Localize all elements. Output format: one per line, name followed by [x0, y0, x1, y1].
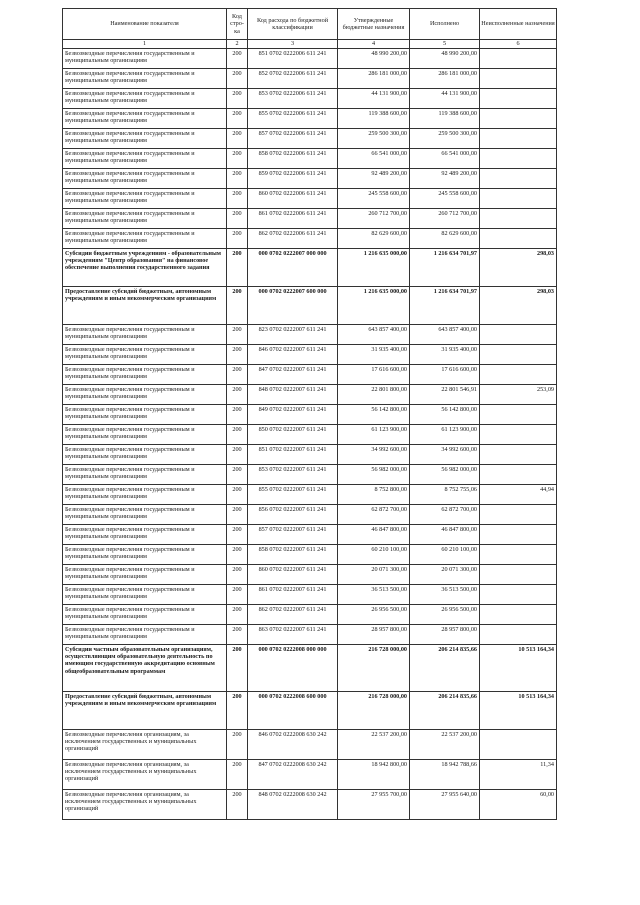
- cell-executed: 82 629 600,00: [410, 229, 480, 249]
- cell-executed: 61 123 900,00: [410, 425, 480, 445]
- cell-indicator-name: Безвозмездные перечисления государственным и муниципальным организациям: [63, 385, 227, 405]
- table-row: [63, 345, 557, 365]
- cell-line-code: 200: [227, 585, 248, 605]
- cell-expense-code: 851 0702 0222007 611 241: [248, 445, 338, 465]
- cell-line-code: 200: [227, 790, 248, 820]
- cell-line-code: 200: [227, 89, 248, 109]
- cell-line-code: 200: [227, 760, 248, 790]
- cell-approved: 216 728 000,00: [338, 692, 410, 730]
- cell-approved: 34 992 600,00: [338, 445, 410, 465]
- cell-line-code: 200: [227, 169, 248, 189]
- cell-executed: 62 872 700,00: [410, 505, 480, 525]
- header-line-code: Код стро-ка: [227, 9, 248, 40]
- cell-executed: 1 216 634 701,97: [410, 287, 480, 325]
- cell-indicator-name: Безвозмездные перечисления государственным и муниципальным организациям: [63, 405, 227, 425]
- cell-line-code: 200: [227, 229, 248, 249]
- cell-remaining: [480, 149, 557, 169]
- cell-expense-code: 861 0702 0222007 611 241: [248, 585, 338, 605]
- cell-indicator-name: Безвозмездные перечисления государственным и муниципальным организациям: [63, 129, 227, 149]
- cell-indicator-name: Безвозмездные перечисления государственным и муниципальным организациям: [63, 189, 227, 209]
- cell-line-code: 200: [227, 69, 248, 89]
- report-page: [62, 8, 556, 820]
- cell-expense-code: 847 0702 0222008 630 242: [248, 760, 338, 790]
- cell-indicator-name: Безвозмездные перечисления государственным и муниципальным организациям: [63, 345, 227, 365]
- cell-approved: 66 541 000,00: [338, 149, 410, 169]
- cell-approved: 56 982 000,00: [338, 465, 410, 485]
- cell-approved: 48 990 200,00: [338, 49, 410, 69]
- column-index: 1: [63, 40, 227, 49]
- table-row: [63, 325, 557, 345]
- cell-executed: 8 752 755,06: [410, 485, 480, 505]
- cell-expense-code: 846 0702 0222008 630 242: [248, 730, 338, 760]
- cell-executed: 36 513 500,00: [410, 585, 480, 605]
- cell-expense-code: 857 0702 0222007 611 241: [248, 525, 338, 545]
- cell-indicator-name: Безвозмездные перечисления государственным и муниципальным организациям: [63, 525, 227, 545]
- cell-approved: 46 847 800,00: [338, 525, 410, 545]
- cell-indicator-name: Безвозмездные перечисления государственным и муниципальным организациям: [63, 109, 227, 129]
- cell-approved: 26 956 500,00: [338, 605, 410, 625]
- table-row: [63, 209, 557, 229]
- cell-indicator-name: Безвозмездные перечисления государственным и муниципальным организациям: [63, 605, 227, 625]
- cell-line-code: 200: [227, 565, 248, 585]
- cell-expense-code: 851 0702 0222006 611 241: [248, 49, 338, 69]
- cell-executed: 643 857 400,00: [410, 325, 480, 345]
- column-index: 2: [227, 40, 248, 49]
- cell-approved: 1 216 635 000,00: [338, 249, 410, 287]
- cell-approved: 260 712 700,00: [338, 209, 410, 229]
- cell-line-code: 200: [227, 189, 248, 209]
- cell-executed: 245 558 600,00: [410, 189, 480, 209]
- cell-expense-code: 855 0702 0222007 611 241: [248, 485, 338, 505]
- cell-remaining: [480, 325, 557, 345]
- cell-approved: 8 752 800,00: [338, 485, 410, 505]
- cell-expense-code: 858 0702 0222007 611 241: [248, 545, 338, 565]
- cell-expense-code: 852 0702 0222006 611 241: [248, 69, 338, 89]
- cell-indicator-name: Субсидии частным образовательным организациям, осуществляющим образовательную деятельность по имеющим государственную аккредитацию основным общеобразовательным программам: [63, 645, 227, 692]
- table-row: [63, 445, 557, 465]
- cell-expense-code: 849 0702 0222007 611 241: [248, 405, 338, 425]
- cell-indicator-name: Безвозмездные перечисления государственным и муниципальным организациям: [63, 169, 227, 189]
- header-executed: Исполнено: [410, 9, 480, 40]
- cell-indicator-name: Безвозмездные перечисления государственным и муниципальным организациям: [63, 229, 227, 249]
- column-index: 4: [338, 40, 410, 49]
- cell-indicator-name: Безвозмездные перечисления государственным и муниципальным организациям: [63, 365, 227, 385]
- cell-expense-code: 855 0702 0222006 611 241: [248, 109, 338, 129]
- cell-expense-code: 857 0702 0222006 611 241: [248, 129, 338, 149]
- cell-remaining: [480, 585, 557, 605]
- cell-indicator-name: Безвозмездные перечисления организациям, за исключением государственных и муниципальных организаций: [63, 730, 227, 760]
- cell-approved: 22 537 200,00: [338, 730, 410, 760]
- cell-line-code: 200: [227, 445, 248, 465]
- table-row: [63, 169, 557, 189]
- cell-executed: 26 956 500,00: [410, 605, 480, 625]
- cell-remaining: [480, 89, 557, 109]
- cell-line-code: 200: [227, 505, 248, 525]
- cell-expense-code: 860 0702 0222007 611 241: [248, 565, 338, 585]
- cell-executed: 286 181 000,00: [410, 69, 480, 89]
- cell-approved: 119 388 600,00: [338, 109, 410, 129]
- cell-line-code: 200: [227, 149, 248, 169]
- cell-indicator-name: Безвозмездные перечисления государственным и муниципальным организациям: [63, 209, 227, 229]
- cell-expense-code: 853 0702 0222007 611 241: [248, 465, 338, 485]
- cell-indicator-name: Безвозмездные перечисления государственным и муниципальным организациям: [63, 89, 227, 109]
- cell-indicator-name: Безвозмездные перечисления государственным и муниципальным организациям: [63, 545, 227, 565]
- cell-expense-code: 862 0702 0222006 611 241: [248, 229, 338, 249]
- cell-expense-code: 858 0702 0222006 611 241: [248, 149, 338, 169]
- cell-expense-code: 847 0702 0222007 611 241: [248, 365, 338, 385]
- cell-remaining: [480, 49, 557, 69]
- cell-approved: 28 957 800,00: [338, 625, 410, 645]
- cell-expense-code: 853 0702 0222006 611 241: [248, 89, 338, 109]
- cell-approved: 92 489 200,00: [338, 169, 410, 189]
- cell-line-code: 200: [227, 49, 248, 69]
- cell-indicator-name: Предоставление субсидий бюджетным, автономным учреждениям и иным некоммерческим организациям: [63, 287, 227, 325]
- table-row: [63, 485, 557, 505]
- cell-expense-code: 861 0702 0222006 611 241: [248, 209, 338, 229]
- cell-indicator-name: Безвозмездные перечисления государственным и муниципальным организациям: [63, 565, 227, 585]
- cell-remaining: [480, 730, 557, 760]
- table-row: [63, 465, 557, 485]
- column-index-row: [63, 40, 557, 49]
- table-row: [63, 692, 557, 730]
- cell-approved: 31 935 400,00: [338, 345, 410, 365]
- cell-indicator-name: Безвозмездные перечисления государственным и муниципальным организациям: [63, 49, 227, 69]
- cell-indicator-name: Безвозмездные перечисления государственным и муниципальным организациям: [63, 325, 227, 345]
- cell-line-code: 200: [227, 545, 248, 565]
- cell-expense-code: 823 0702 0222007 611 241: [248, 325, 338, 345]
- cell-executed: 22 801 546,91: [410, 385, 480, 405]
- cell-remaining: 253,09: [480, 385, 557, 405]
- cell-line-code: 200: [227, 485, 248, 505]
- cell-remaining: [480, 405, 557, 425]
- cell-remaining: [480, 545, 557, 565]
- table-row: [63, 565, 557, 585]
- cell-line-code: 200: [227, 425, 248, 445]
- cell-executed: 260 712 700,00: [410, 209, 480, 229]
- header-indicator-name: Наименование показателя: [63, 9, 227, 40]
- cell-line-code: 200: [227, 625, 248, 645]
- cell-executed: 44 131 900,00: [410, 89, 480, 109]
- table-row: [63, 69, 557, 89]
- cell-executed: 48 990 200,00: [410, 49, 480, 69]
- cell-approved: 643 857 400,00: [338, 325, 410, 345]
- cell-line-code: 200: [227, 249, 248, 287]
- cell-line-code: 200: [227, 465, 248, 485]
- cell-remaining: 60,00: [480, 790, 557, 820]
- cell-remaining: [480, 465, 557, 485]
- table-row: [63, 790, 557, 820]
- cell-line-code: 200: [227, 365, 248, 385]
- cell-indicator-name: Безвозмездные перечисления государственным и муниципальным организациям: [63, 625, 227, 645]
- table-row: [63, 585, 557, 605]
- cell-remaining: [480, 625, 557, 645]
- cell-indicator-name: Безвозмездные перечисления государственным и муниципальным организациям: [63, 585, 227, 605]
- table-row: [63, 287, 557, 325]
- cell-remaining: 11,34: [480, 760, 557, 790]
- table-row: [63, 525, 557, 545]
- table-row: [63, 229, 557, 249]
- table-row: [63, 129, 557, 149]
- cell-indicator-name: Безвозмездные перечисления организациям, за исключением государственных и муниципальных организаций: [63, 790, 227, 820]
- cell-indicator-name: Безвозмездные перечисления государственным и муниципальным организациям: [63, 485, 227, 505]
- table-row: [63, 149, 557, 169]
- cell-remaining: [480, 605, 557, 625]
- cell-line-code: 200: [227, 730, 248, 760]
- column-index: 5: [410, 40, 480, 49]
- cell-indicator-name: Безвозмездные перечисления государственным и муниципальным организациям: [63, 69, 227, 89]
- table-row: [63, 645, 557, 692]
- table-row: [63, 405, 557, 425]
- cell-line-code: 200: [227, 109, 248, 129]
- cell-approved: 27 955 700,00: [338, 790, 410, 820]
- cell-approved: 1 216 635 000,00: [338, 287, 410, 325]
- cell-expense-code: 000 0702 0222008 600 000: [248, 692, 338, 730]
- cell-executed: 46 847 800,00: [410, 525, 480, 545]
- cell-expense-code: 846 0702 0222007 611 241: [248, 345, 338, 365]
- cell-remaining: 10 513 164,34: [480, 692, 557, 730]
- header-remaining: Неисполненные назначения: [480, 9, 557, 40]
- cell-remaining: 44,94: [480, 485, 557, 505]
- table-row: [63, 249, 557, 287]
- cell-remaining: [480, 565, 557, 585]
- table-row: [63, 730, 557, 760]
- cell-executed: 66 541 000,00: [410, 149, 480, 169]
- table-row: [63, 625, 557, 645]
- table-row: [63, 365, 557, 385]
- cell-expense-code: 860 0702 0222006 611 241: [248, 189, 338, 209]
- cell-approved: 259 500 300,00: [338, 129, 410, 149]
- cell-executed: 34 992 600,00: [410, 445, 480, 465]
- cell-expense-code: 856 0702 0222007 611 241: [248, 505, 338, 525]
- cell-executed: 206 214 835,66: [410, 692, 480, 730]
- header-expense-code: Код расхода по бюджетной классификации: [248, 9, 338, 40]
- cell-executed: 259 500 300,00: [410, 129, 480, 149]
- cell-executed: 56 982 000,00: [410, 465, 480, 485]
- cell-executed: 1 216 634 701,97: [410, 249, 480, 287]
- cell-indicator-name: Безвозмездные перечисления государственным и муниципальным организациям: [63, 445, 227, 465]
- cell-approved: 82 629 600,00: [338, 229, 410, 249]
- cell-line-code: 200: [227, 405, 248, 425]
- cell-remaining: 10 513 164,34: [480, 645, 557, 692]
- cell-remaining: 298,03: [480, 249, 557, 287]
- cell-remaining: [480, 229, 557, 249]
- cell-remaining: [480, 425, 557, 445]
- cell-executed: 56 142 800,00: [410, 405, 480, 425]
- cell-remaining: [480, 525, 557, 545]
- cell-indicator-name: Безвозмездные перечисления государственным и муниципальным организациям: [63, 425, 227, 445]
- cell-line-code: 200: [227, 605, 248, 625]
- cell-executed: 31 935 400,00: [410, 345, 480, 365]
- cell-remaining: 298,03: [480, 287, 557, 325]
- cell-remaining: [480, 129, 557, 149]
- cell-executed: 60 210 100,00: [410, 545, 480, 565]
- cell-approved: 216 728 000,00: [338, 645, 410, 692]
- table-row: [63, 605, 557, 625]
- cell-line-code: 200: [227, 129, 248, 149]
- cell-expense-code: 848 0702 0222007 611 241: [248, 385, 338, 405]
- cell-executed: 20 071 300,00: [410, 565, 480, 585]
- cell-approved: 286 181 000,00: [338, 69, 410, 89]
- cell-line-code: 200: [227, 645, 248, 692]
- cell-expense-code: 848 0702 0222008 630 242: [248, 790, 338, 820]
- cell-executed: 28 957 800,00: [410, 625, 480, 645]
- budget-execution-table: [62, 8, 557, 820]
- cell-approved: 18 942 800,00: [338, 760, 410, 790]
- cell-remaining: [480, 505, 557, 525]
- cell-approved: 56 142 800,00: [338, 405, 410, 425]
- table-row: [63, 189, 557, 209]
- cell-line-code: 200: [227, 345, 248, 365]
- cell-expense-code: 850 0702 0222007 611 241: [248, 425, 338, 445]
- cell-approved: 17 616 600,00: [338, 365, 410, 385]
- table-row: [63, 385, 557, 405]
- cell-line-code: 200: [227, 209, 248, 229]
- cell-executed: 92 489 200,00: [410, 169, 480, 189]
- cell-approved: 60 210 100,00: [338, 545, 410, 565]
- cell-approved: 22 801 800,00: [338, 385, 410, 405]
- cell-expense-code: 863 0702 0222007 611 241: [248, 625, 338, 645]
- cell-remaining: [480, 109, 557, 129]
- table-row: [63, 89, 557, 109]
- cell-indicator-name: Безвозмездные перечисления государственным и муниципальным организациям: [63, 465, 227, 485]
- cell-remaining: [480, 189, 557, 209]
- header-row: [63, 9, 557, 40]
- cell-remaining: [480, 445, 557, 465]
- cell-line-code: 200: [227, 385, 248, 405]
- table-row: [63, 109, 557, 129]
- cell-indicator-name: Безвозмездные перечисления государственным и муниципальным организациям: [63, 505, 227, 525]
- cell-executed: 22 537 200,00: [410, 730, 480, 760]
- cell-executed: 17 616 600,00: [410, 365, 480, 385]
- cell-remaining: [480, 69, 557, 89]
- cell-approved: 61 123 900,00: [338, 425, 410, 445]
- cell-approved: 20 071 300,00: [338, 565, 410, 585]
- cell-expense-code: 859 0702 0222006 611 241: [248, 169, 338, 189]
- cell-executed: 119 388 600,00: [410, 109, 480, 129]
- table-row: [63, 760, 557, 790]
- cell-approved: 44 131 900,00: [338, 89, 410, 109]
- cell-remaining: [480, 169, 557, 189]
- column-index: 3: [248, 40, 338, 49]
- cell-indicator-name: Предоставление субсидий бюджетным, автономным учреждениям и иным некоммерческим организациям: [63, 692, 227, 730]
- cell-expense-code: 000 0702 0222008 000 000: [248, 645, 338, 692]
- cell-line-code: 200: [227, 525, 248, 545]
- table-row: [63, 545, 557, 565]
- cell-executed: 206 214 835,66: [410, 645, 480, 692]
- cell-indicator-name: Безвозмездные перечисления государственным и муниципальным организациям: [63, 149, 227, 169]
- cell-remaining: [480, 345, 557, 365]
- cell-approved: 62 872 700,00: [338, 505, 410, 525]
- cell-indicator-name: Субсидии бюджетным учреждениям - образовательным учреждениям "Центр образования" на финансовое обеспечение выполнения государственного задания: [63, 249, 227, 287]
- cell-expense-code: 862 0702 0222007 611 241: [248, 605, 338, 625]
- cell-executed: 27 955 640,00: [410, 790, 480, 820]
- cell-executed: 18 942 788,66: [410, 760, 480, 790]
- cell-indicator-name: Безвозмездные перечисления организациям, за исключением государственных и муниципальных организаций: [63, 760, 227, 790]
- cell-line-code: 200: [227, 287, 248, 325]
- cell-expense-code: 000 0702 0222007 000 000: [248, 249, 338, 287]
- cell-remaining: [480, 365, 557, 385]
- table-body: [63, 49, 557, 820]
- cell-line-code: 200: [227, 325, 248, 345]
- table-row: [63, 425, 557, 445]
- cell-line-code: 200: [227, 692, 248, 730]
- cell-expense-code: 000 0702 0222007 600 000: [248, 287, 338, 325]
- table-row: [63, 49, 557, 69]
- table-row: [63, 505, 557, 525]
- cell-approved: 36 513 500,00: [338, 585, 410, 605]
- header-approved: Утвержденные бюджетные назначения: [338, 9, 410, 40]
- column-index: 6: [480, 40, 557, 49]
- cell-remaining: [480, 209, 557, 229]
- cell-approved: 245 558 600,00: [338, 189, 410, 209]
